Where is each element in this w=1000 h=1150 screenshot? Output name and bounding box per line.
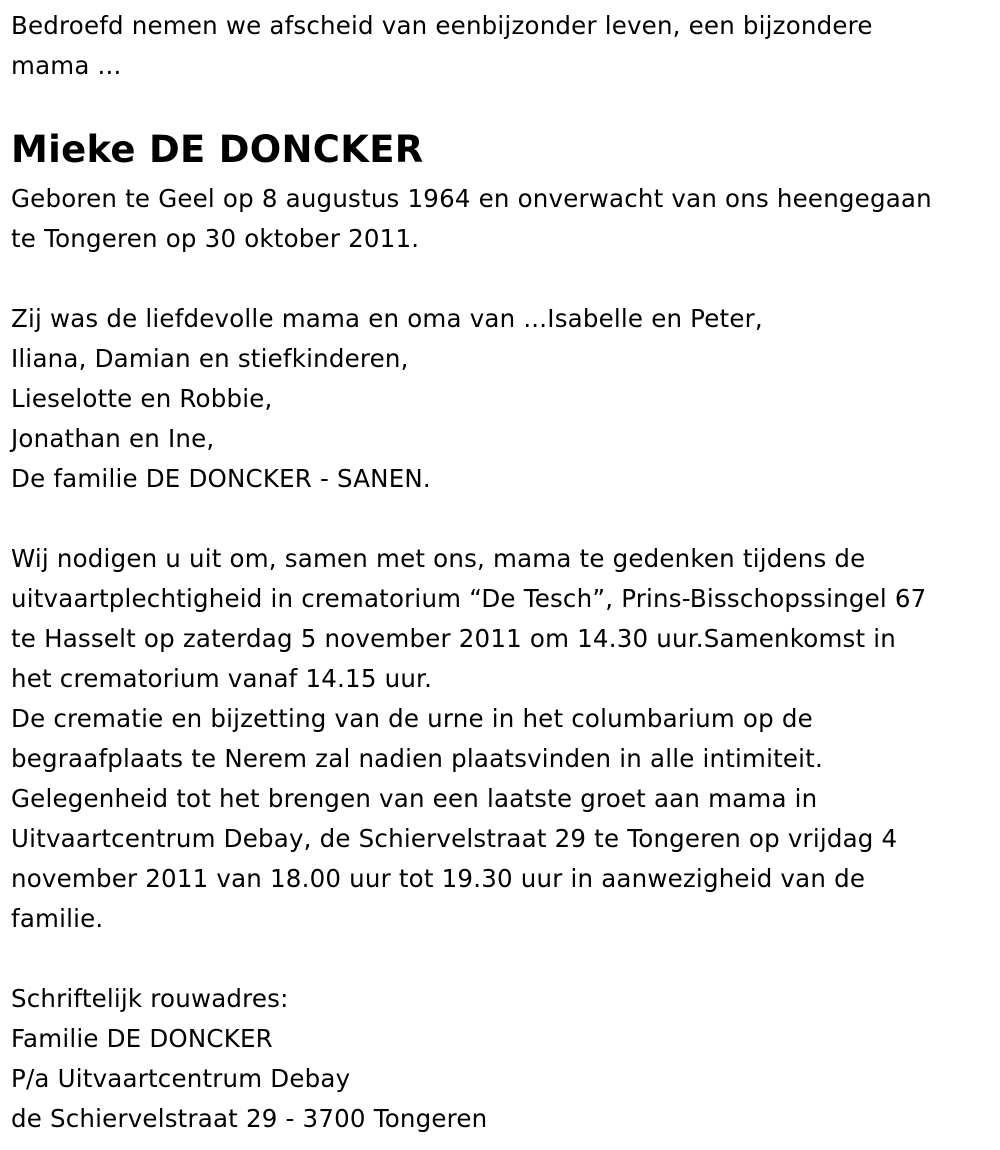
ceremony-line: Gelegenheid tot het brengen van een laatste groet aan mama in xyxy=(11,784,818,813)
address-line: Familie DE DONCKER xyxy=(11,1024,273,1053)
obituary-document xyxy=(11,6,995,1139)
birth-line: te Tongeren op 30 oktober 2011. xyxy=(11,224,420,253)
deceased-name: Mieke DE DONCKER xyxy=(11,128,424,171)
intro-line: mama ... xyxy=(11,51,122,80)
ceremony-line: het crematorium vanaf 14.15 uur. xyxy=(11,664,433,693)
family-line: Zij was de liefdevolle mama en oma van ...Isabelle en Peter, xyxy=(11,304,763,333)
ceremony-line: uitvaartplechtigheid in crematorium “De Tesch”, Prins-Bisschopssingel 67 xyxy=(11,584,927,613)
intro-line: Bedroefd nemen we afscheid van eenbijzonder leven, een bijzondere xyxy=(11,11,873,40)
address-line: Schriftelijk rouwadres: xyxy=(11,984,289,1013)
family-paragraph xyxy=(11,299,995,499)
address-line: de Schiervelstraat 29 - 3700 Tongeren xyxy=(11,1104,488,1133)
ceremony-line: Wij nodigen u uit om, samen met ons, mama te gedenken tijdens de xyxy=(11,544,866,573)
ceremony-paragraph xyxy=(11,539,995,939)
birth-paragraph xyxy=(11,179,995,259)
ceremony-line: Uitvaartcentrum Debay, de Schiervelstraat 29 te Tongeren op vrijdag 4 xyxy=(11,824,898,853)
address-paragraph xyxy=(11,979,995,1139)
ceremony-line: De crematie en bijzetting van de urne in het columbarium op de xyxy=(11,704,813,733)
family-line: Iliana, Damian en stiefkinderen, xyxy=(11,344,409,373)
ceremony-line: familie. xyxy=(11,904,104,933)
ceremony-line: te Hasselt op zaterdag 5 november 2011 om 14.30 uur.Samenkomst in xyxy=(11,624,897,653)
birth-line: Geboren te Geel op 8 augustus 1964 en onverwacht van ons heengegaan xyxy=(11,184,932,213)
intro-paragraph xyxy=(11,6,995,86)
family-line: Lieselotte en Robbie, xyxy=(11,384,273,413)
ceremony-line: begraafplaats te Nerem zal nadien plaatsvinden in alle intimiteit. xyxy=(11,744,823,773)
family-line: Jonathan en Ine, xyxy=(11,424,215,453)
ceremony-line: november 2011 van 18.00 uur tot 19.30 uur in aanwezigheid van de xyxy=(11,864,866,893)
family-line: De familie DE DONCKER - SANEN. xyxy=(11,464,431,493)
address-line: P/a Uitvaartcentrum Debay xyxy=(11,1064,351,1093)
